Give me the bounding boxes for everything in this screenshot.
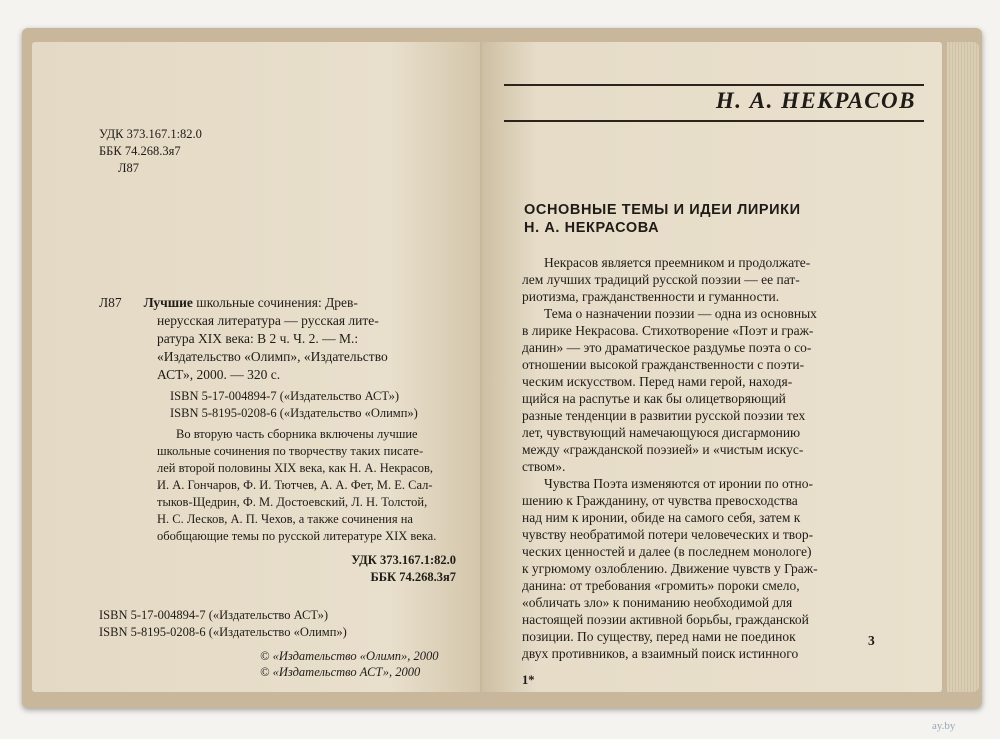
annotation-line: обобщающие темы по русской литературе XIX века. [157, 529, 437, 543]
body-line: чувству необратимой потери человеческих и твор- [522, 527, 814, 542]
entry-title-bold: Лучшие [143, 295, 193, 310]
body-line: лет, чувствующий намечающуюся дисгармонию [522, 425, 801, 440]
body-line: лем лучших традиций русской поэзии — ее пат- [522, 272, 800, 287]
watermark: ay.by [932, 720, 956, 732]
header-rule-top [504, 84, 924, 86]
body-line: Некрасов является преемником и продолжате- [544, 255, 811, 270]
bbk-code: ББК 74.268.3я7 [99, 144, 181, 158]
udc-code: УДК 373.167.1:82.0 [99, 127, 202, 141]
entry-line [99, 294, 358, 312]
annotation-line: Во вторую часть сборника включены лучшие [176, 427, 418, 441]
chapter-heading: ОСНОВНЫЕ ТЕМЫ И ИДЕИ ЛИРИКИ [524, 202, 801, 218]
body-line: данина: от требования «громить» пороки смело, [522, 578, 800, 593]
annotation-line: лей второй половины XIX века, как Н. А. Некрасов, [157, 461, 433, 475]
isbn-bottom-line: ISBN 5-17-004894-7 («Издательство АСТ») [99, 608, 329, 622]
header-rule-bottom [504, 120, 924, 122]
body-line: отношении высокой гражданственности с поэти- [522, 357, 805, 372]
entry-line: «Издательство «Олимп», «Издательство [157, 349, 388, 364]
body-line: в лирике Некрасова. Стихотворение «Поэт и граж- [522, 323, 814, 338]
body-line: ческим искусством. Перед нами герой, находя- [522, 374, 793, 389]
signature-mark: 1* [522, 673, 535, 687]
body-line: данин» — это драматическое раздумье поэта о со- [522, 340, 812, 355]
entry-line: нерусская литература — русская лите- [157, 313, 379, 328]
show-through-text [362, 212, 373, 262]
body-line: над ним к иронии, обиде на самого себя, затем к [522, 510, 801, 525]
udc-code-bold: УДК 373.167.1:82.0 [351, 553, 456, 567]
body-line: щийся на распутье и как бы олицетворяющий [522, 391, 786, 406]
body-line: позиции. По существу, перед нами не поединок [522, 629, 796, 644]
annotation-line: тыков-Щедрин, Ф. М. Достоевский, Л. Н. Толстой, [157, 495, 428, 509]
body-line: двух противников, а взаимный поиск истинного [522, 646, 799, 661]
body-line: разные тенденции в развитии русской поэзии тех [522, 408, 806, 423]
entry-line: АСТ», 2000. — 320 с. [157, 367, 281, 382]
entry-code: Л87 [99, 295, 122, 310]
isbn-line: ISBN 5-17-004894-7 («Издательство АСТ») [170, 389, 400, 403]
page-edges [947, 42, 979, 692]
body-line: ческих ценностей и далее (в последнем монологе) [522, 544, 812, 559]
body-line: шению к Гражданину, от чувства превосходства [522, 493, 798, 508]
author-code: Л87 [118, 161, 139, 175]
body-line: к угрюмому озлоблению. Движение чувств у Граж- [522, 561, 818, 576]
body-line: ством». [522, 459, 566, 474]
chapter-heading: Н. А. НЕКРАСОВА [524, 220, 660, 236]
annotation-line: школьные сочинения по творчеству таких писате- [157, 444, 424, 458]
annotation-line: И. А. Гончаров, Ф. И. Тютчев, А. А. Фет, М. Е. Сал- [157, 478, 433, 492]
isbn-line: ISBN 5-8195-0208-6 («Издательство «Олимп») [170, 406, 418, 420]
isbn-bottom-line: ISBN 5-8195-0208-6 («Издательство «Олимп») [99, 625, 347, 639]
open-book [22, 28, 982, 708]
running-header [504, 84, 924, 122]
body-line: Тема о назначении поэзии — одна из основных [544, 306, 817, 321]
bbk-code-bold: ББК 74.268.3я7 [370, 570, 456, 584]
body-line: риотизма, гражданственности и гуманности. [522, 289, 780, 304]
author-name: Н. А. НЕКРАСОВ [715, 88, 916, 113]
copyright-line: © «Издательство «Олимп», 2000 [260, 649, 439, 663]
body-line: «обличать зло» к пониманию необходимой для [522, 595, 793, 610]
entry-line: ратура XIX века: В 2 ч. Ч. 2. — М.: [157, 331, 359, 346]
copyright-line: © «Издательство АСТ», 2000 [260, 665, 421, 679]
body-line: Чувства Поэта изменяются от иронии по отно- [544, 476, 813, 491]
page-number: 3 [868, 633, 875, 648]
body-line: между «гражданской поэзией» и «чистым искус- [522, 442, 804, 457]
left-page [32, 42, 480, 692]
body-line: настоящей поэзии активной борьбы, гражданской [522, 612, 809, 627]
right-page [482, 42, 942, 692]
annotation-line: Н. С. Лесков, А. П. Чехов, а также сочинения на [157, 512, 413, 526]
entry-title-rest: школьные сочинения: Древ- [192, 295, 358, 310]
